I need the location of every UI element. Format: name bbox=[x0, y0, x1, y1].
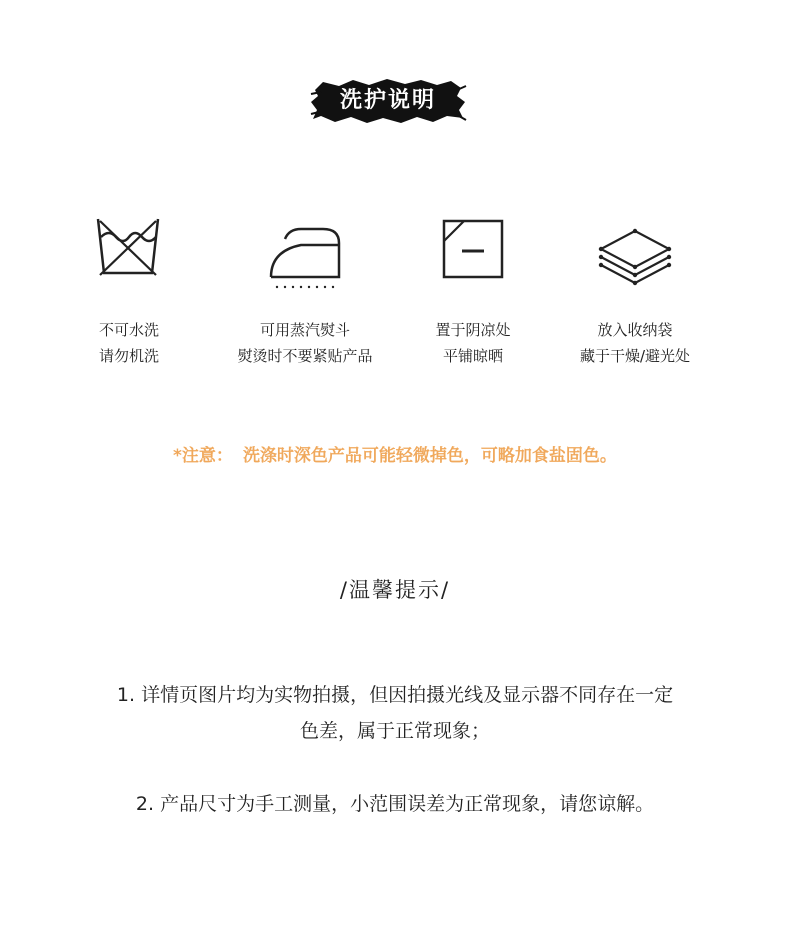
tip-line: 1. 详情页图片均为实物拍摄，但因拍摄光线及显示器不同存在一定 bbox=[116, 684, 674, 706]
care-item-steam-iron bbox=[210, 215, 400, 365]
tip-item-1 bbox=[0, 677, 790, 749]
page-title: 洗护说明 bbox=[339, 88, 436, 113]
care-item-storage bbox=[540, 215, 730, 365]
tip-item-2 bbox=[0, 786, 790, 822]
tip-line: 色差，属于正常现象； bbox=[299, 720, 490, 742]
care-label-line1: 放入收纳袋 bbox=[597, 321, 673, 339]
care-item-no-wash bbox=[34, 215, 224, 365]
note-text: 洗涤时深色产品可能轻微掉色，可略加食盐固色。 bbox=[242, 446, 617, 466]
care-label-line2: 藏于干燥/避光处 bbox=[579, 347, 691, 365]
tips-heading: /温馨提示/ bbox=[339, 578, 451, 602]
note-label: *注意： bbox=[173, 446, 233, 466]
care-label-line1: 不可水洗 bbox=[98, 321, 159, 339]
no-machine-wash-icon bbox=[94, 215, 164, 281]
care-label-line1: 可用蒸汽熨斗 bbox=[259, 321, 350, 339]
care-label-line2: 平铺晾晒 bbox=[442, 347, 503, 365]
stacked-storage-icon bbox=[595, 215, 675, 291]
care-label-line2: 请勿机洗 bbox=[98, 347, 159, 365]
care-note bbox=[0, 441, 790, 466]
care-label-line1: 置于阴凉处 bbox=[435, 321, 511, 339]
steam-iron-icon bbox=[265, 215, 345, 293]
title-section bbox=[0, 78, 790, 126]
tip-line: 2. 产品尺寸为手工测量，小范围误差为正常现象，请您谅解。 bbox=[135, 793, 655, 815]
dry-in-shade-icon bbox=[440, 215, 506, 281]
care-label-line2: 熨烫时不要紧贴产品 bbox=[237, 347, 373, 365]
